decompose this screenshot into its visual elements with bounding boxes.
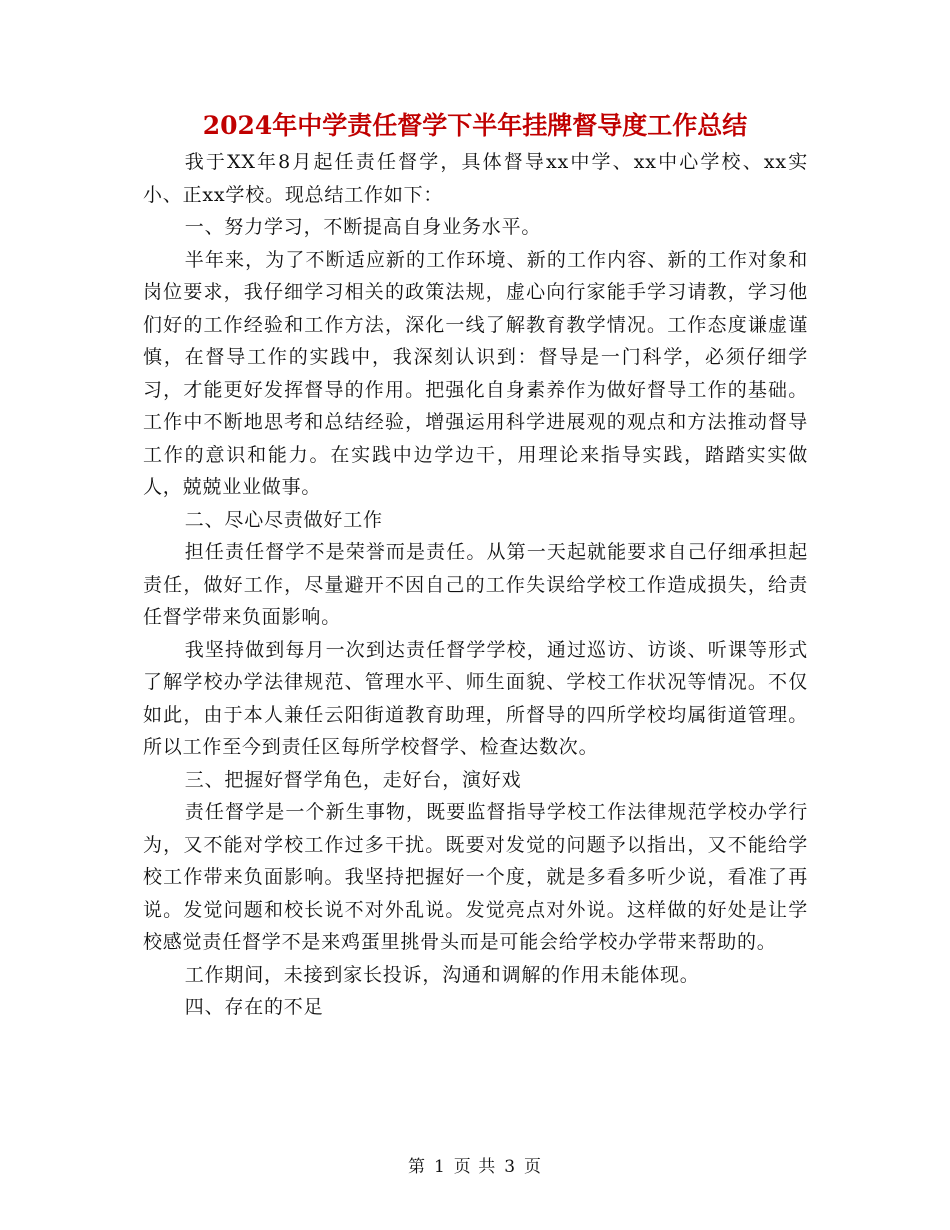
paragraph-intro: 我于XX年8月起任责任督学，具体督导xx中学、xx中心学校、xx实小、正xx学校。现总结工作如下： — [143, 151, 808, 206]
document-body — [143, 146, 808, 1024]
section-heading-4: 四、存在的不足 — [184, 996, 324, 1018]
paragraph-complaints: 工作期间，未接到家长投诉，沟通和调解的作用未能体现。 — [184, 963, 700, 986]
page-footer — [0, 1152, 950, 1177]
footer-prefix: 第 — [407, 1157, 426, 1177]
paragraph-role: 责任督学是一个新生事物，既要监督指导学校工作法律规范学校办学行为，又不能对学校工作过多干扰。既要对发觉的问题予以指出，又不能给学校工作带来负面影响。我坚持把握好一个度，就是多看多听少说，看准了再说。发觉问题和校长说不对外乱说。发觉亮点对外说。这样做的好处是让学校感觉责任督学不是来鸡蛋里挑骨头而是可能会给学校办学带来帮助的。 — [143, 801, 808, 953]
paragraph-study: 半年来，为了不断适应新的工作环境、新的工作内容、新的工作对象和岗位要求，我仔细学习相关的政策法规，虚心向行家能手学习请教，学习他们好的工作经验和工作方法，深化一线了解教育教学情况。工作态度谦虚谨慎，在督导工作的实践中，我深刻认识到：督导是一门科学，必须仔细学习，才能更好发挥督导的作用。把强化自身素养作为做好督导工作的基础。工作中不断地思考和总结经验，增强运用科学进展观的观点和方法推动督导工作的意识和能力。在实践中边学边干，用理论来指导实践，踏踏实实做人，兢兢业业做事。 — [143, 248, 808, 498]
document-title: 2024年中学责任督学下半年挂牌督导度工作总结 — [202, 111, 748, 140]
footer-suffix: 页 — [524, 1157, 543, 1177]
footer-middle: 页 共 — [453, 1157, 497, 1177]
section-heading-2: 二、尽心尽责做好工作 — [184, 508, 383, 531]
paragraph-visits: 我坚持做到每月一次到达责任督学学校，通过巡访、访谈、听课等形式了解学校办学法律规范、管理水平、师生面貌、学校工作状况等情况。不仅如此，由于本人兼任云阳街道教育助理，所督导的四所学校均属街道管理。所以工作至今到责任区每所学校督学、检查达数次。 — [143, 638, 808, 758]
footer-page-number: 1 — [433, 1157, 446, 1177]
paragraph-responsibility: 担任责任督学不是荣誉而是责任。从第一天起就能要求自己仔细承担起责任，做好工作，尽量避开不因自己的工作失误给学校工作造成损失，给责任督学带来负面影响。 — [143, 541, 808, 628]
section-heading-3: 三、把握好督学角色，走好台，演好戏 — [184, 768, 522, 791]
footer-total-pages: 3 — [504, 1157, 517, 1177]
section-heading-1: 一、努力学习，不断提高自身业务水平。 — [184, 216, 542, 238]
